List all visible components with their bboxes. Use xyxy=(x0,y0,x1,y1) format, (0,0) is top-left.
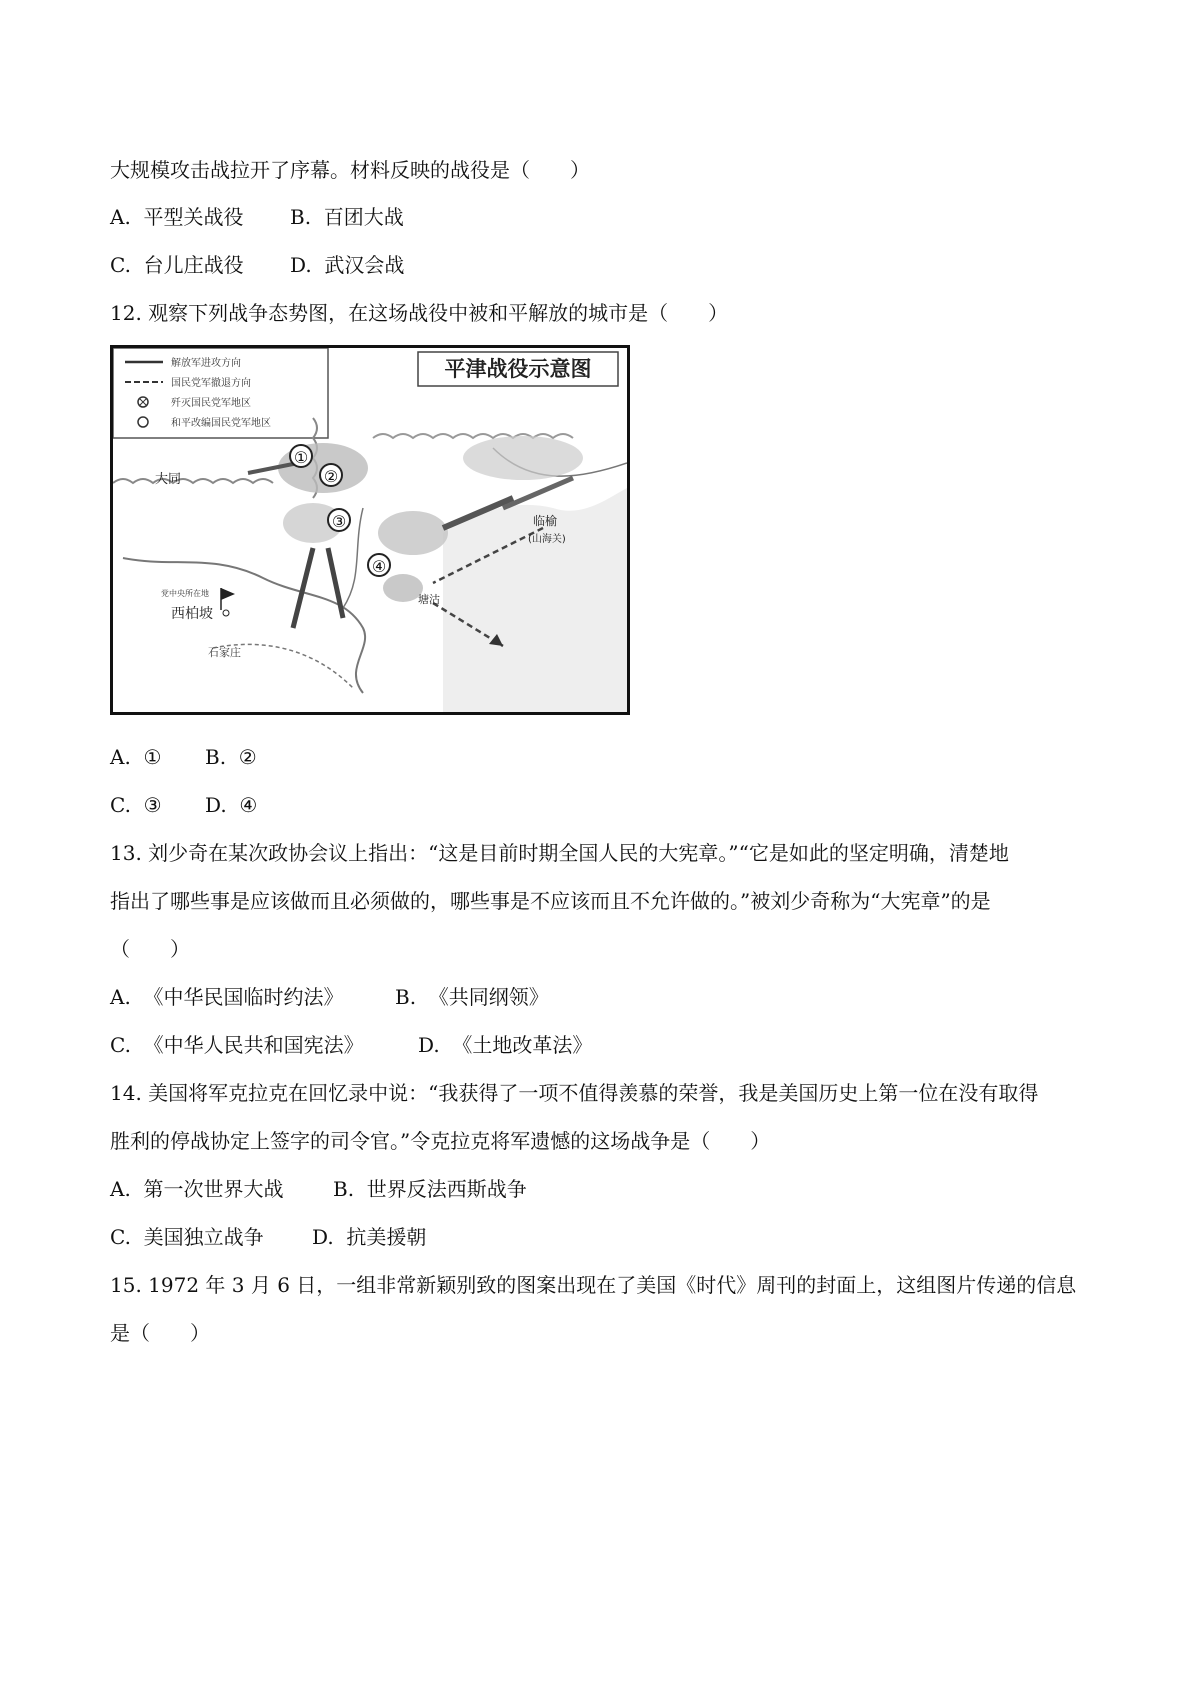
legend-item-attack: 解放军进攻方向 xyxy=(171,358,241,369)
option-letter: B. xyxy=(333,1177,355,1201)
option-letter: C. xyxy=(110,1033,131,1057)
q13-stem-line-2: 指出了哪些事是应该做而且必须做的，哪些事是不应该而且不允许做的。”被刘少奇称为“大宪章”的是 xyxy=(110,889,991,913)
marker-4: ④ xyxy=(371,557,387,576)
option-text: 世界反法西斯战争 xyxy=(366,1177,527,1201)
option-text: 《中华民国临时约法》 xyxy=(143,985,344,1009)
option-text: 《共同纲领》 xyxy=(428,985,549,1009)
option-letter: A. xyxy=(110,205,131,229)
option-letter: D. xyxy=(312,1225,334,1249)
q11-stem-tail: 大规模攻击战拉开了序幕。材料反映的战役是（ ） xyxy=(110,158,590,182)
option-text: ① xyxy=(143,745,162,769)
marker-1: ① xyxy=(293,448,309,467)
q14-option-d[interactable] xyxy=(312,1224,426,1250)
q13-stem-line-1: 13. 刘少奇在某次政协会议上指出：“这是目前时期全国人民的大宪章。”“它是如此的坚定明确，清楚地 xyxy=(110,841,1009,865)
option-letter: D. xyxy=(418,1033,440,1057)
pingjin-campaign-map xyxy=(110,345,630,715)
legend-item-annihilated: 歼灭国民党军地区 xyxy=(171,398,251,409)
option-letter: C. xyxy=(110,253,131,277)
q11-option-d[interactable] xyxy=(290,252,404,278)
q13-option-b[interactable] xyxy=(395,984,549,1010)
q11-option-a[interactable] xyxy=(110,204,244,230)
place-datong: 大同 xyxy=(155,472,182,487)
q14-option-b[interactable] xyxy=(333,1176,527,1202)
option-text: 平型关战役 xyxy=(143,205,244,229)
marker-2: ② xyxy=(323,467,339,486)
q12-option-b[interactable] xyxy=(205,744,257,770)
option-text: ③ xyxy=(143,793,162,817)
q13-option-d[interactable] xyxy=(418,1032,592,1058)
option-letter: D. xyxy=(205,793,227,817)
legend-item-retreat: 国民党军撤退方向 xyxy=(171,378,251,389)
q13-stem-line-3: （ ） xyxy=(110,937,190,961)
q12-option-c[interactable] xyxy=(110,792,162,818)
option-text: 第一次世界大战 xyxy=(143,1177,284,1201)
legend-item-reorganized: 和平改编国民党军地区 xyxy=(171,418,271,429)
option-text: 抗美援朝 xyxy=(346,1225,427,1249)
marker-3: ③ xyxy=(331,512,347,531)
q14-option-c[interactable] xyxy=(110,1224,264,1250)
option-letter: A. xyxy=(110,1177,131,1201)
option-text: ④ xyxy=(239,793,258,817)
option-text: ② xyxy=(238,745,257,769)
option-letter: D. xyxy=(290,253,312,277)
option-text: 台儿庄战役 xyxy=(143,253,244,277)
place-xibaipo: 西柏坡 xyxy=(171,606,213,622)
map-title: 平津战役示意图 xyxy=(444,357,592,381)
q13-option-a[interactable] xyxy=(110,984,344,1010)
option-text: 武汉会战 xyxy=(324,253,405,277)
q14-option-a[interactable] xyxy=(110,1176,284,1202)
option-letter: B. xyxy=(205,745,227,769)
option-letter: B. xyxy=(395,985,417,1009)
q15-stem-line-1: 15. 1972 年 3 月 6 日，一组非常新颖别致的图案出现在了美国《时代》周刊的封面上，这组图片传递的信息 xyxy=(110,1273,1077,1297)
q12-option-a[interactable] xyxy=(110,744,161,770)
q11-option-c[interactable] xyxy=(110,252,244,278)
option-letter: C. xyxy=(110,1225,131,1249)
q15-stem-line-2: 是（ ） xyxy=(110,1321,210,1345)
q12-stem: 12. 观察下列战争态势图，在这场战役中被和平解放的城市是（ ） xyxy=(110,301,729,325)
q13-option-c[interactable] xyxy=(110,1032,364,1058)
q12-option-d[interactable] xyxy=(205,792,257,818)
place-shijiazhuang: 石家庄 xyxy=(208,646,241,659)
place-party-hq-label: 党中央所在地 xyxy=(161,589,209,598)
option-letter: A. xyxy=(110,985,131,1009)
place-shanhaiguan: (山海关) xyxy=(528,534,566,545)
q14-stem-line-1: 14. 美国将军克拉克在回忆录中说：“我获得了一项不值得羡慕的荣誉，我是美国历史上第一位在没有取得 xyxy=(110,1081,1039,1105)
place-tanggu: 塘沽 xyxy=(418,593,440,606)
option-text: 美国独立战争 xyxy=(143,1225,264,1249)
option-letter: A. xyxy=(110,745,131,769)
option-letter: B. xyxy=(290,205,312,229)
option-text: 《土地改革法》 xyxy=(452,1033,593,1057)
option-text: 百团大战 xyxy=(323,205,404,229)
place-linyu: 临榆 xyxy=(533,514,558,528)
q14-stem-line-2: 胜利的停战协定上签字的司令官。”令克拉克将军遗憾的这场战争是（ ） xyxy=(110,1129,771,1153)
option-text: 《中华人民共和国宪法》 xyxy=(143,1033,364,1057)
option-letter: C. xyxy=(110,793,131,817)
q11-option-b[interactable] xyxy=(290,204,404,230)
